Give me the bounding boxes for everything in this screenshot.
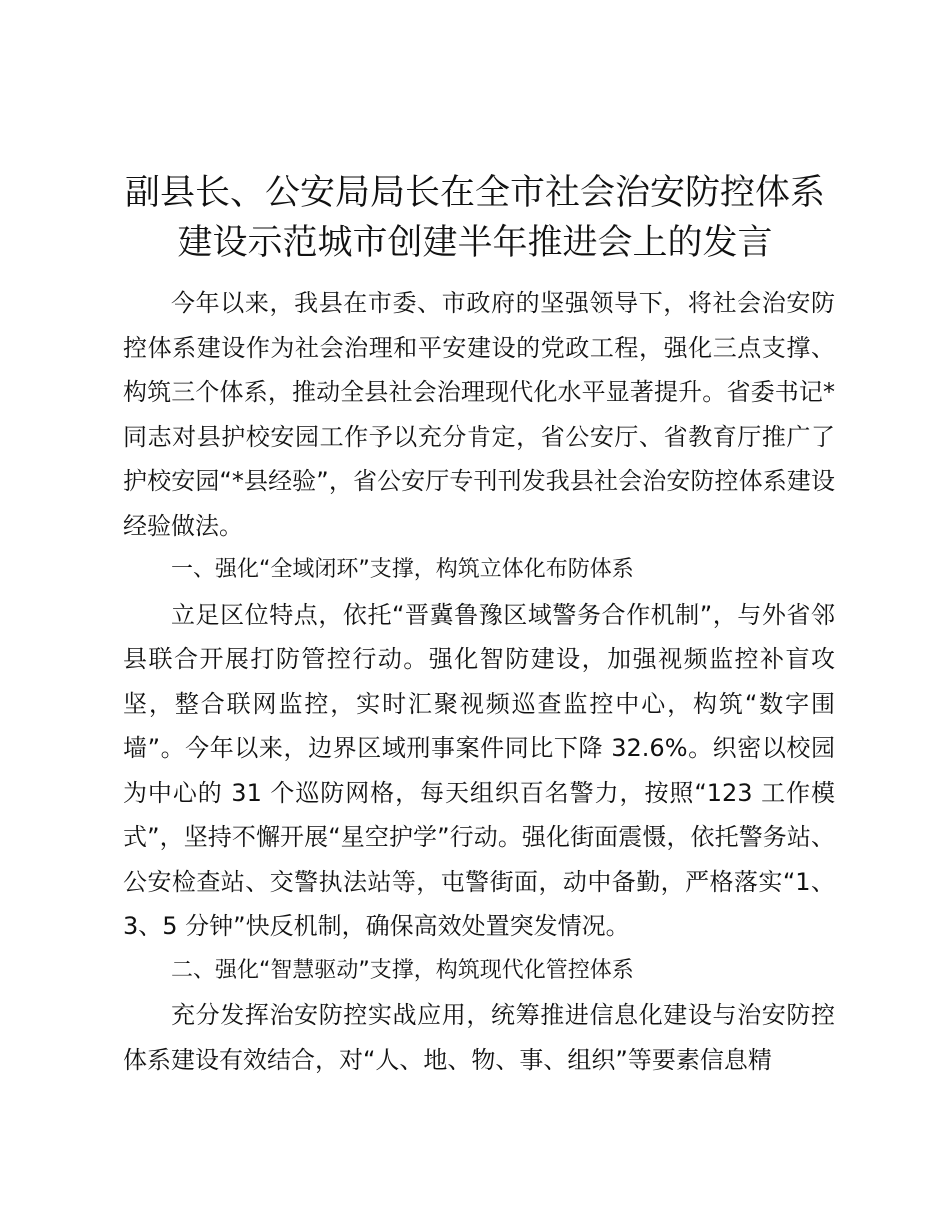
document-title-line-1: 副县长、公安局局长在全市社会治安防控体系 bbox=[124, 173, 825, 213]
paragraph-section-1: 立足区位特点，依托“晋冀鲁豫区域警务合作机制”，与外省邻县联合开展打防管控行动。强化智防建设，加强视频监控补盲攻坚，整合联网监控，实时汇聚视频巡查监控中心，构筑“数字围墙”。今年以来，边界区域刑事案件同比下降 32.6%。织密以校园为中心的 31 个巡防网格，每天组织百名警力，按照“123 工作模式”，坚持不懈开展“星空护学”行动。强化街面震慑，依托警务站、公安检查站、交警执法站等，屯警街面，动中备勤，严格落实“1、3、5 分钟”快反机制，确保高效处置突发情况。 bbox=[123, 600, 835, 940]
document-body bbox=[123, 281, 835, 1082]
section-heading-1: 一、强化“全域闭环”支撑，构筑立体化布防体系 bbox=[171, 557, 634, 582]
document-title-line-2: 建设示范城市创建半年推进会上的发言 bbox=[177, 223, 773, 263]
paragraph-intro: 今年以来，我县在市委、市政府的坚强领导下，将社会治安防控体系建设作为社会治理和平安建设的党政工程，强化三点支撑、构筑三个体系，推动全县社会治理现代化水平显著提升。省委书记*同志对县护校安园工作予以充分肯定，省公安厅、省教育厅推广了护校安园“*县经验”，省公安厅专刊刊发我县社会治安防控体系建设经验做法。 bbox=[123, 289, 835, 540]
paragraph-section-2: 充分发挥治安防控实战应用，统筹推进信息化建设与治安防控体系建设有效结合，对“人、地、物、事、组织”等要素信息精 bbox=[123, 1001, 835, 1074]
section-heading-2: 二、强化“智慧驱动”支撑，构筑现代化管控体系 bbox=[171, 957, 634, 983]
